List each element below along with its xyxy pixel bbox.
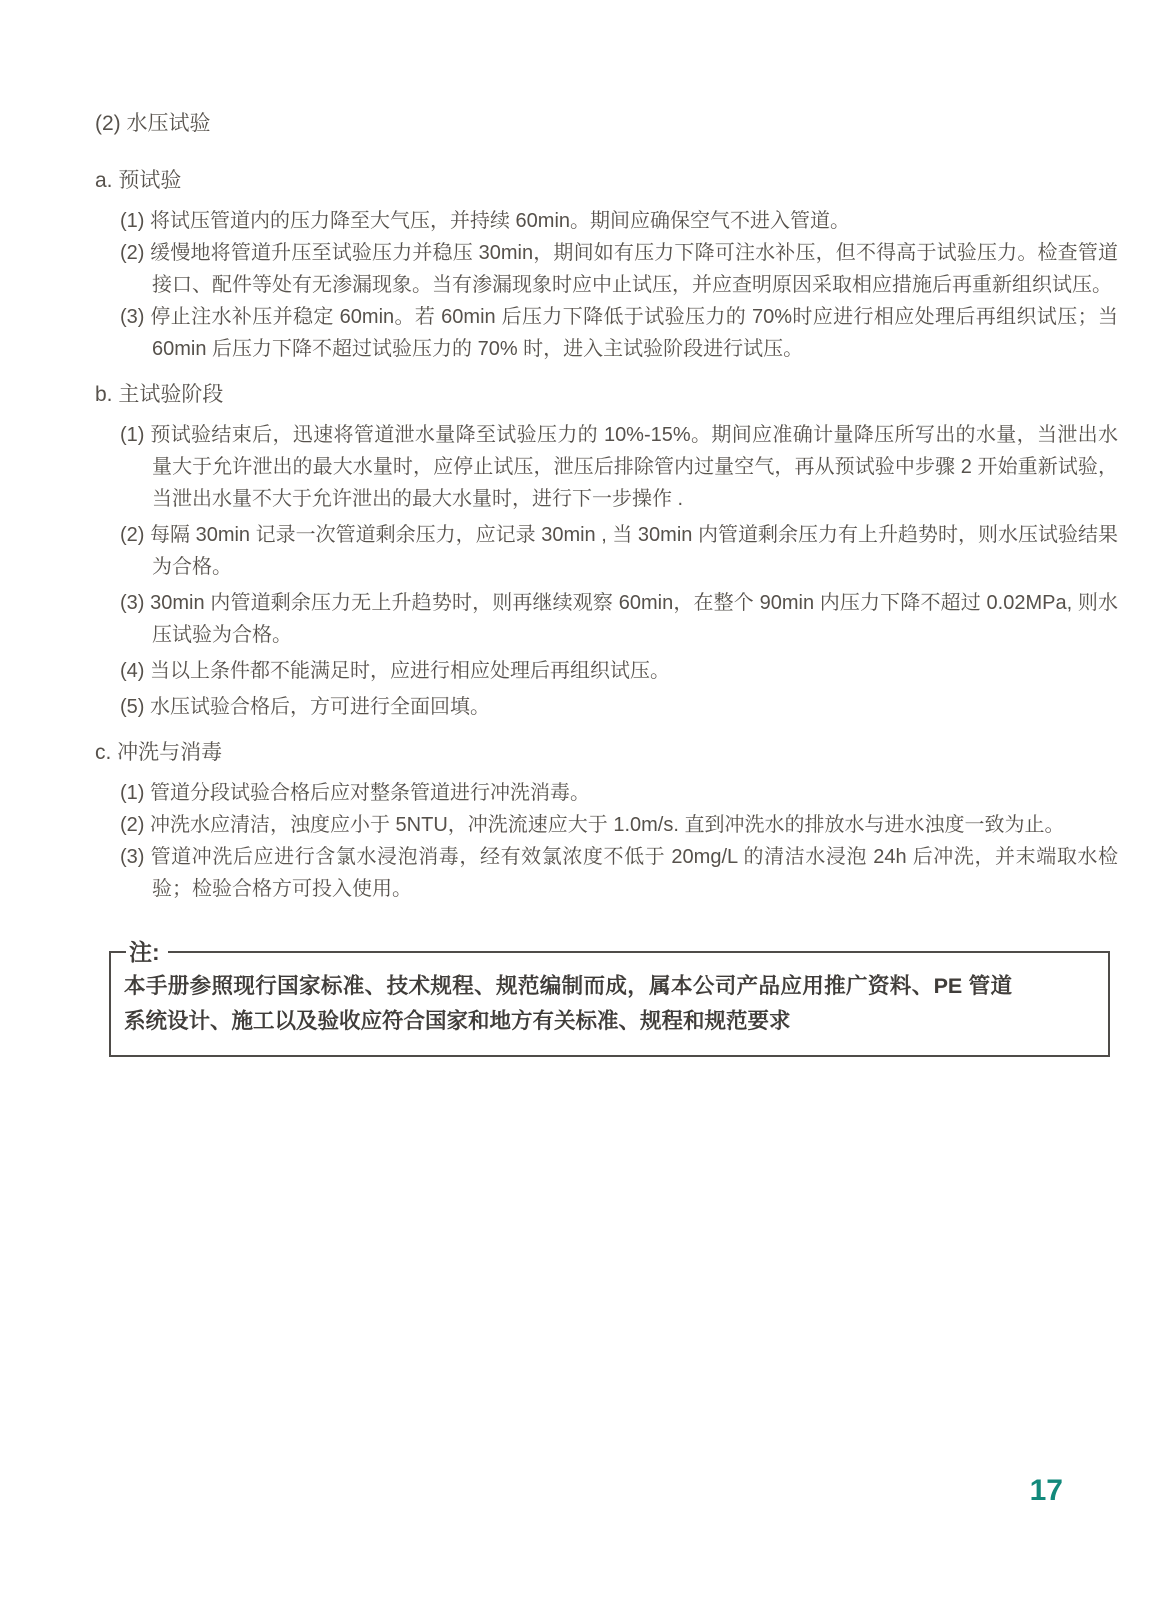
section-heading: c. 冲洗与消毒 — [95, 741, 223, 764]
list-item: (3) 停止注水补压并稳定 60min。若 60min 后压力下降低于试验压力的 70%时应进行相应处理后再组织试压；当 60min 后压力下降不超过试验压力的 70% 时，进入主试验阶段进行试压。 — [120, 306, 1118, 360]
section-heading: a. 预试验 — [95, 169, 182, 192]
list-item: (1) 管道分段试验合格后应对整条管道进行冲洗消毒。 — [120, 782, 590, 804]
list-item: (2) 每隔 30min 记录一次管道剩余压力，应记录 30min , 当 30min 内管道剩余压力有上升趋势时，则水压试验结果为合格。 — [120, 524, 1118, 578]
section-items — [95, 205, 1118, 365]
list-item: (4) 当以上条件都不能满足时，应进行相应处理后再组织试压。 — [120, 660, 670, 682]
section-main-test — [95, 379, 1118, 723]
page-content — [95, 108, 1118, 1057]
list-item: (5) 水压试验合格后，方可进行全面回填。 — [120, 696, 490, 718]
section-pre-test — [95, 165, 1118, 365]
page-title: (2) 水压试验 — [95, 112, 211, 135]
page-number: 17 — [1029, 1474, 1063, 1507]
list-item: (2) 缓慢地将管道升压至试验压力并稳压 30min，期间如有压力下降可注水补压，但不得高于试验压力。检查管道接口、配件等处有无渗漏现象。当有渗漏现象时应中止试压，并应查明原因采取相应措施后再重新组织试压。 — [120, 242, 1118, 296]
note-text: 本手册参照现行国家标准、技术规程、规范编制而成，属本公司产品应用推广资料、PE 管道系统设计、施工以及验收应符合国家和地方有关标准、规程和规范要求 — [124, 974, 1012, 1033]
list-item: (1) 预试验结束后，迅速将管道泄水量降至试验压力的 10%-15%。期间应准确计量降压所写出的水量，当泄出水量大于允许泄出的最大水量时，应停止试压，泄压后排除管内过量空气，再从预试验中步骤 2 开始重新试验，当泄出水量不大于允许泄出的最大水量时，进行下一步操作 . — [120, 424, 1118, 510]
section-heading: b. 主试验阶段 — [95, 383, 224, 406]
section-flush-disinfect — [95, 737, 1118, 905]
note-label: 注: — [126, 938, 168, 966]
list-item: (3) 30min 内管道剩余压力无上升趋势时，则再继续观察 60min，在整个 90min 内压力下降不超过 0.02MPa, 则水压试验为合格。 — [120, 592, 1118, 646]
section-items — [95, 777, 1118, 905]
list-item: (1) 将试压管道内的压力降至大气压，并持续 60min。期间应确保空气不进入管道。 — [120, 210, 851, 232]
section-items — [95, 419, 1118, 723]
list-item: (3) 管道冲洗后应进行含氯水浸泡消毒，经有效氯浓度不低于 20mg/L 的清洁水浸泡 24h 后冲洗，并末端取水检验；检验合格方可投入使用。 — [120, 846, 1118, 900]
list-item: (2) 冲洗水应清洁，浊度应小于 5NTU，冲洗流速应大于 1.0m/s. 直到冲洗水的排放水与进水浊度一致为止。 — [120, 814, 1065, 836]
note-box — [109, 939, 1110, 1057]
